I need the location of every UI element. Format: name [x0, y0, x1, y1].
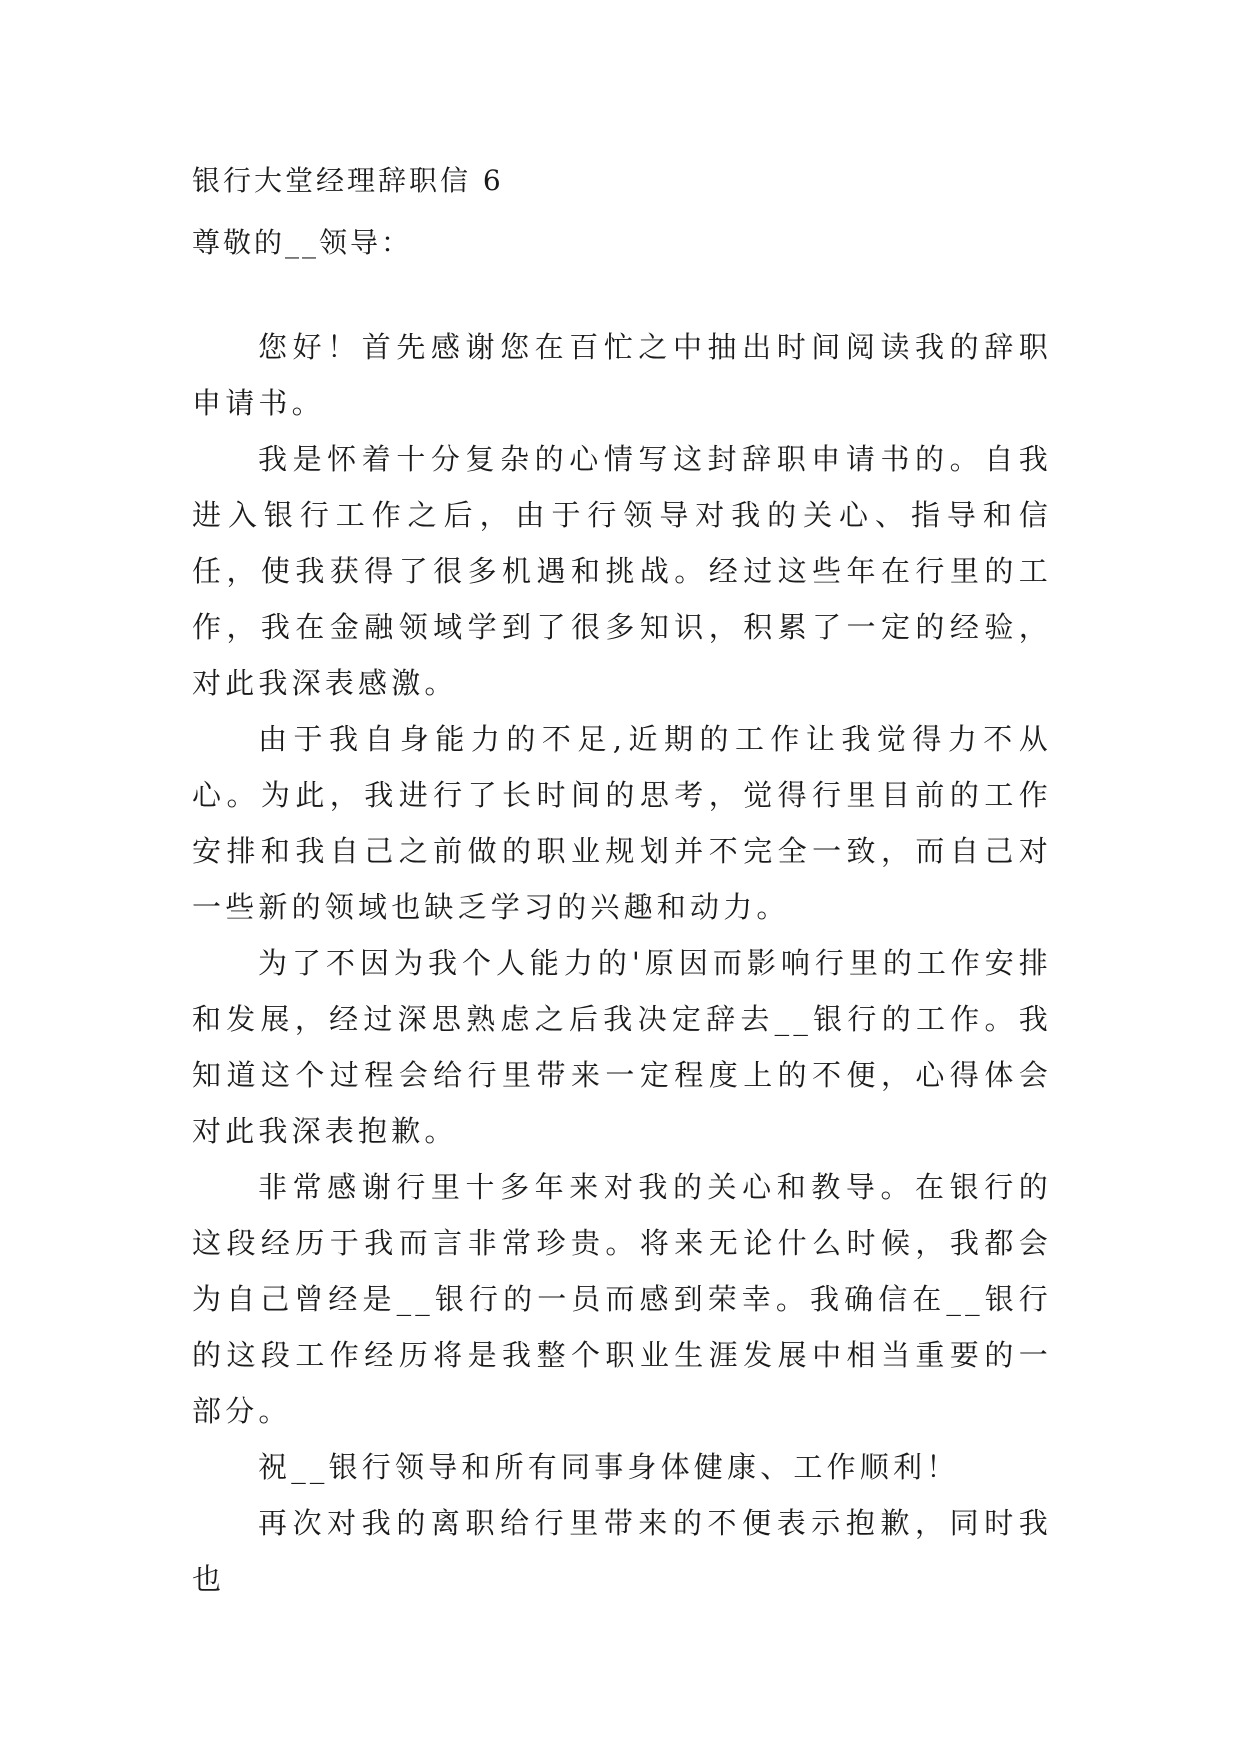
- document-title: 银行大堂经理辞职信 6: [192, 164, 504, 197]
- letter-body: [192, 319, 1052, 1607]
- salutation: 尊敬的__领导：: [192, 226, 413, 259]
- paragraph-apology: 再次对我的离职给行里带来的不便表示抱歉，同时我也: [192, 1506, 1052, 1596]
- paragraph-reason: 由于我自身能力的不足,近期的工作让我觉得力不从心。为此，我进行了长时间的思考，觉得行里目前的工作安排和我自己之前做的职业规划并不完全一致，而自己对一些新的领域也缺乏学习的兴趣和动力。: [192, 722, 1052, 924]
- paragraph-gratitude: 我是怀着十分复杂的心情写这封辞职申请书的。自我进入银行工作之后，由于行领导对我的关心、指导和信任，使我获得了很多机遇和挑战。经过这些年在行里的工作，我在金融领域学到了很多知识，积累了一定的经验，对此我深表感激。: [192, 442, 1052, 700]
- paragraph-wishes: 祝__银行领导和所有同事身体健康、工作顺利！: [258, 1450, 960, 1484]
- paragraph-greeting: 您好！首先感谢您在百忙之中抽出时间阅读我的辞职申请书。: [192, 330, 1052, 420]
- letter-content: [192, 162, 1052, 1607]
- paragraph-decision: 为了不因为我个人能力的'原因而影响行里的工作安排和发展，经过深思熟虑之后我决定辞去__银行的工作。我知道这个过程会给行里带来一定程度上的不便，心得体会对此我深表抱歉。: [192, 946, 1052, 1148]
- paragraph-thanks: 非常感谢行里十多年来对我的关心和教导。在银行的这段经历于我而言非常珍贵。将来无论什么时候，我都会为自己曾经是__银行的一员而感到荣幸。我确信在__银行的这段工作经历将是我整个职业生涯发展中相当重要的一部分。: [192, 1170, 1052, 1428]
